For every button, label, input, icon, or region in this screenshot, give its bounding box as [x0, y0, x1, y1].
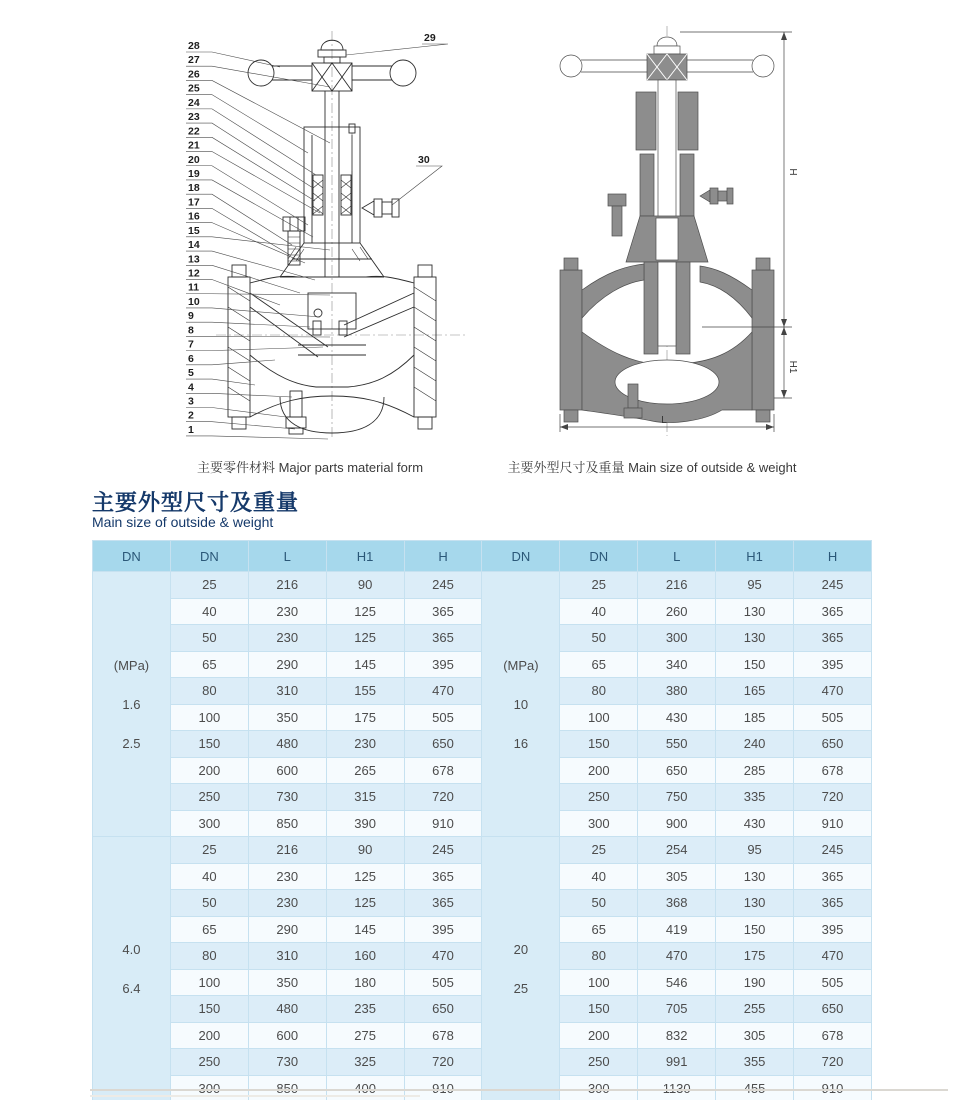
size-cell: 40	[170, 863, 248, 890]
size-cell: 25	[170, 837, 248, 864]
size-cell: 650	[794, 996, 872, 1023]
size-cell: 130	[716, 890, 794, 917]
size-cell: 150	[560, 996, 638, 1023]
callout-label: 3	[188, 395, 194, 408]
size-cell: 720	[794, 1049, 872, 1076]
size-cell: 419	[638, 916, 716, 943]
size-cell: 175	[326, 704, 404, 731]
callout-leader	[186, 52, 280, 67]
handle-end-right	[390, 60, 416, 86]
bonnet-bolt	[283, 217, 305, 231]
flange-left	[560, 270, 582, 410]
size-cell: 150	[170, 731, 248, 758]
size-cell: 335	[716, 784, 794, 811]
size-cell: 230	[326, 731, 404, 758]
callout-leader	[186, 422, 295, 429]
col-header: DN	[170, 541, 248, 572]
size-cell: 175	[716, 943, 794, 970]
size-cell: 100	[560, 969, 638, 996]
callout-leader	[186, 80, 330, 143]
size-cell: 650	[404, 996, 482, 1023]
size-cell: 265	[326, 757, 404, 784]
cropped-next-section	[90, 1089, 948, 1091]
size-cell: 50	[170, 890, 248, 917]
callout-label: 19	[188, 167, 200, 180]
size-cell: 750	[638, 784, 716, 811]
size-cell: 250	[560, 1049, 638, 1076]
flange-left	[228, 277, 250, 417]
size-cell: 290	[248, 651, 326, 678]
callout-label: 10	[188, 295, 200, 308]
size-cell: 40	[560, 863, 638, 890]
size-cell: 720	[404, 784, 482, 811]
size-cell: 80	[170, 943, 248, 970]
callout-label: 22	[188, 125, 200, 138]
size-cell: 310	[248, 678, 326, 705]
callout-label: 25	[188, 82, 200, 95]
size-cell: 350	[248, 704, 326, 731]
col-header: H1	[326, 541, 404, 572]
size-cell: 245	[794, 572, 872, 599]
size-cell: 365	[794, 598, 872, 625]
size-cell: 100	[560, 704, 638, 731]
callout-leader	[186, 347, 323, 351]
size-cell: 250	[170, 1049, 248, 1076]
callout-label: 1	[188, 423, 194, 436]
size-cell: 160	[326, 943, 404, 970]
table-header-row	[93, 541, 872, 572]
size-cell: 150	[716, 651, 794, 678]
size-cell: 150	[716, 916, 794, 943]
callout-leader	[186, 280, 280, 305]
size-cell: 90	[326, 572, 404, 599]
size-cell: 90	[326, 837, 404, 864]
callout-label: 23	[188, 111, 200, 124]
size-cell: 395	[404, 651, 482, 678]
size-cell: 216	[638, 572, 716, 599]
callout-label: 24	[188, 96, 200, 109]
cropped-next-section-text	[90, 1095, 420, 1097]
callout-leader	[186, 379, 255, 385]
callout-label: 14	[188, 239, 200, 252]
col-header: L	[638, 541, 716, 572]
size-cell: 165	[716, 678, 794, 705]
valve-outline-diagram	[552, 22, 802, 442]
callout-label: 4	[188, 381, 194, 394]
size-cell: 832	[638, 1022, 716, 1049]
size-cell: 600	[248, 1022, 326, 1049]
size-cell: 245	[404, 837, 482, 864]
callout-label: 15	[188, 224, 200, 237]
size-cell: 430	[638, 704, 716, 731]
table-row	[93, 572, 872, 599]
size-cell: 470	[794, 678, 872, 705]
size-cell: 678	[794, 757, 872, 784]
callout-label: 26	[188, 68, 200, 81]
size-cell	[638, 1075, 716, 1100]
flange-right	[414, 277, 436, 417]
size-cell: 250	[170, 784, 248, 811]
size-cell: 850	[248, 810, 326, 837]
size-cell: 100	[170, 704, 248, 731]
handwheel-hub	[647, 54, 687, 80]
callout-label: 28	[188, 40, 200, 52]
flange-right	[752, 270, 774, 410]
size-cell: 25	[170, 572, 248, 599]
size-cell: 254	[638, 837, 716, 864]
callout-leader	[186, 152, 320, 213]
left-diagram-caption: 主要零件材料 Major parts material form	[196, 460, 424, 475]
size-cell: 260	[638, 598, 716, 625]
size-cell: 65	[170, 651, 248, 678]
callout-leader	[186, 137, 315, 201]
size-cell: 230	[248, 863, 326, 890]
callout-leader	[186, 109, 316, 175]
size-table-body	[93, 572, 872, 1100]
size-cell: 150	[560, 731, 638, 758]
size-cell: 550	[638, 731, 716, 758]
callout-label: 2	[188, 409, 194, 422]
size-cell: 200	[170, 1022, 248, 1049]
callout-leader	[186, 265, 300, 293]
size-cell: 290	[248, 916, 326, 943]
size-cell: 325	[326, 1049, 404, 1076]
right-diagram-caption: 主要外型尺寸及重量 Main size of outside & weight	[507, 460, 797, 475]
size-cell: 200	[560, 1022, 638, 1049]
size-cell: 505	[794, 704, 872, 731]
size-cell	[794, 1075, 872, 1100]
size-cell: 245	[404, 572, 482, 599]
size-cell: 720	[404, 1049, 482, 1076]
size-cell: 505	[794, 969, 872, 996]
drain-bolt	[290, 391, 302, 417]
callout-label: 29	[424, 32, 436, 44]
size-cell: 80	[170, 678, 248, 705]
callout-label: 7	[188, 338, 194, 351]
callout-label: 13	[188, 253, 200, 266]
size-cell: 150	[170, 996, 248, 1023]
size-cell: 65	[560, 651, 638, 678]
size-cell: 25	[560, 837, 638, 864]
size-cell: 480	[248, 996, 326, 1023]
size-cell: 730	[248, 784, 326, 811]
callout-label: 17	[188, 196, 200, 209]
size-cell: 180	[326, 969, 404, 996]
pressure-group-cell: (MPa) 1.6 2.5	[93, 572, 171, 837]
size-cell: 365	[794, 625, 872, 652]
section-title: 主要外型尺寸及重量	[92, 490, 300, 515]
pressure-group-cell: (MPa) 10 16	[482, 572, 560, 837]
size-cell: 285	[716, 757, 794, 784]
size-cell: 678	[404, 757, 482, 784]
size-cell	[560, 1075, 638, 1100]
handle-end-left	[560, 55, 582, 77]
callout-label: 18	[188, 182, 200, 195]
size-cell: 430	[716, 810, 794, 837]
size-cell: 25	[560, 572, 638, 599]
dim-label-h1: H1	[787, 360, 798, 374]
size-cell: 395	[794, 916, 872, 943]
size-weight-table	[92, 540, 872, 1100]
pressure-group-cell: 4.0 6.4	[93, 837, 171, 1100]
size-cell: 235	[326, 996, 404, 1023]
size-cell: 310	[248, 943, 326, 970]
size-cell: 185	[716, 704, 794, 731]
callout-label: 20	[188, 153, 200, 166]
size-cell: 900	[638, 810, 716, 837]
size-cell: 300	[638, 625, 716, 652]
size-cell: 546	[638, 969, 716, 996]
size-cell: 230	[248, 625, 326, 652]
size-cell: 300	[170, 810, 248, 837]
callout-leader	[186, 66, 330, 87]
dim-label-h: H	[787, 168, 798, 176]
size-cell: 50	[560, 890, 638, 917]
size-cell: 395	[794, 651, 872, 678]
callout-leader	[186, 95, 308, 153]
size-cell: 910	[404, 810, 482, 837]
callout-label: 16	[188, 210, 200, 223]
size-cell: 390	[326, 810, 404, 837]
size-cell: 365	[404, 890, 482, 917]
callout-leader	[186, 322, 310, 327]
size-cell: 130	[716, 598, 794, 625]
col-header: DN	[482, 541, 560, 572]
acorn-nut	[657, 37, 677, 46]
size-cell: 305	[638, 863, 716, 890]
size-cell: 240	[716, 731, 794, 758]
size-cell: 505	[404, 969, 482, 996]
size-cell: 395	[404, 916, 482, 943]
size-cell: 365	[794, 890, 872, 917]
size-cell: 125	[326, 863, 404, 890]
size-cell: 470	[404, 943, 482, 970]
size-cell: 95	[716, 837, 794, 864]
table-row	[93, 837, 872, 864]
size-cell: 95	[716, 572, 794, 599]
size-cell: 470	[794, 943, 872, 970]
callout-leader	[186, 194, 292, 245]
size-cell: 155	[326, 678, 404, 705]
size-cell: 678	[404, 1022, 482, 1049]
size-cell: 200	[170, 757, 248, 784]
size-cell: 705	[638, 996, 716, 1023]
size-cell: 470	[638, 943, 716, 970]
col-header: DN	[93, 541, 171, 572]
col-header: H	[404, 541, 482, 572]
col-header: DN	[560, 541, 638, 572]
size-cell: 80	[560, 943, 638, 970]
callout-label: 27	[188, 54, 200, 67]
size-cell: 910	[794, 810, 872, 837]
size-cell: 365	[794, 863, 872, 890]
callout-leader	[186, 436, 328, 439]
dim-label-l: L	[661, 415, 667, 426]
size-cell: 145	[326, 651, 404, 678]
size-cell: 505	[404, 704, 482, 731]
col-header: H1	[716, 541, 794, 572]
callout-label: 21	[188, 139, 200, 152]
size-cell: 255	[716, 996, 794, 1023]
size-cell: 65	[170, 916, 248, 943]
callout-label: 9	[188, 310, 194, 323]
callout-leader	[186, 408, 286, 418]
callout-label: 11	[188, 281, 200, 294]
size-cell: 300	[560, 810, 638, 837]
size-cell: 275	[326, 1022, 404, 1049]
size-cell: 650	[404, 731, 482, 758]
valve-section-diagram	[180, 25, 480, 445]
size-cell: 230	[248, 890, 326, 917]
col-header: H	[794, 541, 872, 572]
size-cell: 470	[404, 678, 482, 705]
size-cell: 365	[404, 863, 482, 890]
size-cell: 340	[638, 651, 716, 678]
size-cell: 80	[560, 678, 638, 705]
size-cell: 130	[716, 863, 794, 890]
size-cell: 200	[560, 757, 638, 784]
size-cell: 125	[326, 598, 404, 625]
size-cell: 216	[248, 837, 326, 864]
size-cell: 365	[404, 598, 482, 625]
size-cell: 145	[326, 916, 404, 943]
size-cell: 130	[716, 625, 794, 652]
callout-label: 8	[188, 324, 194, 337]
size-cell: 380	[638, 678, 716, 705]
callout-label: 12	[188, 267, 200, 280]
size-cell: 100	[170, 969, 248, 996]
size-cell: 350	[248, 969, 326, 996]
size-cell: 991	[638, 1049, 716, 1076]
size-cell: 650	[638, 757, 716, 784]
size-cell: 125	[326, 625, 404, 652]
size-cell: 125	[326, 890, 404, 917]
size-cell: 65	[560, 916, 638, 943]
size-cell: 230	[248, 598, 326, 625]
size-cell: 190	[716, 969, 794, 996]
size-cell: 245	[794, 837, 872, 864]
size-cell: 355	[716, 1049, 794, 1076]
size-cell: 50	[560, 625, 638, 652]
size-cell: 365	[404, 625, 482, 652]
size-cell: 720	[794, 784, 872, 811]
size-cell: 678	[794, 1022, 872, 1049]
size-cell	[716, 1075, 794, 1100]
size-cell: 730	[248, 1049, 326, 1076]
size-cell: 40	[560, 598, 638, 625]
col-header: L	[248, 541, 326, 572]
callout-leader	[392, 166, 442, 205]
grease-fitting	[362, 201, 374, 215]
size-cell: 305	[716, 1022, 794, 1049]
callout-label: 5	[188, 367, 194, 380]
size-cell: 650	[794, 731, 872, 758]
size-cell: 315	[326, 784, 404, 811]
callout-label: 6	[188, 352, 194, 365]
handle-end-right	[752, 55, 774, 77]
pressure-group-cell: 20 25	[482, 837, 560, 1100]
size-cell: 40	[170, 598, 248, 625]
size-cell: 50	[170, 625, 248, 652]
callout-leader	[186, 336, 330, 337]
size-cell: 216	[248, 572, 326, 599]
size-cell: 600	[248, 757, 326, 784]
section-subtitle: Main size of outside & weight	[92, 514, 274, 530]
size-cell: 368	[638, 890, 716, 917]
callout-label: 30	[418, 154, 430, 166]
size-cell: 250	[560, 784, 638, 811]
size-cell: 480	[248, 731, 326, 758]
callout-leader	[346, 44, 448, 55]
